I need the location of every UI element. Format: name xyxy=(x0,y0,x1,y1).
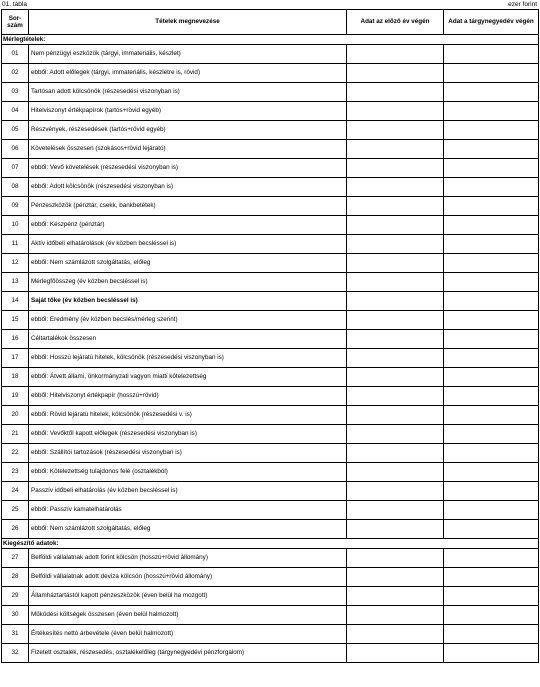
table-row xyxy=(2,606,539,625)
current-quarter-value-cell[interactable] xyxy=(444,140,539,159)
table-row xyxy=(2,45,539,64)
prev-year-value-cell[interactable] xyxy=(347,568,444,587)
current-quarter-value-cell[interactable] xyxy=(444,102,539,121)
row-label: ebből: Készpénz (pénztár) xyxy=(29,216,347,235)
row-label: ebből: Kötelezettség tulajdonos felé (osztalékból) xyxy=(29,463,347,482)
row-number: 29 xyxy=(2,587,29,606)
prev-year-value-cell[interactable] xyxy=(347,83,444,102)
row-number: 08 xyxy=(2,178,29,197)
current-quarter-value-cell[interactable] xyxy=(444,406,539,425)
table-row xyxy=(2,587,539,606)
row-label: ebből: Passzív kamatelhatárolás xyxy=(29,501,347,520)
table-row xyxy=(2,444,539,463)
current-quarter-value-cell[interactable] xyxy=(444,197,539,216)
current-quarter-value-cell[interactable] xyxy=(444,216,539,235)
row-number: 32 xyxy=(2,644,29,663)
table-row xyxy=(2,482,539,501)
row-number: 06 xyxy=(2,140,29,159)
row-label: ebből: Hosszú lejáratú hitelek, kölcsönök (részesedési viszonyban is) xyxy=(29,349,347,368)
prev-year-value-cell[interactable] xyxy=(347,159,444,178)
row-number: 02 xyxy=(2,64,29,83)
prev-year-value-cell[interactable] xyxy=(347,197,444,216)
current-quarter-value-cell[interactable] xyxy=(444,64,539,83)
row-label: Értékesítés nettó árbevétele (éven belül halmozott) xyxy=(29,625,347,644)
row-label: Működési költségek összesen (éven belül halmozott) xyxy=(29,606,347,625)
current-quarter-value-cell[interactable] xyxy=(444,482,539,501)
prev-year-value-cell[interactable] xyxy=(347,216,444,235)
prev-year-value-cell[interactable] xyxy=(347,292,444,311)
prev-year-value-cell[interactable] xyxy=(347,330,444,349)
row-label: Passzív időbeli elhatárolás (év közben becsléssel is) xyxy=(29,482,347,501)
prev-year-value-cell[interactable] xyxy=(347,425,444,444)
row-number: 28 xyxy=(2,568,29,587)
table-row xyxy=(2,568,539,587)
row-number: 13 xyxy=(2,273,29,292)
row-number: 26 xyxy=(2,520,29,539)
row-label: ebből: Vevőktől kapott előlegek (részesedési viszonyban is) xyxy=(29,425,347,444)
table-row xyxy=(2,102,539,121)
row-label: ebből: Vevő követelések (részesedési viszonyban is) xyxy=(29,159,347,178)
col-header-name: Tételek megnevezése xyxy=(29,10,347,35)
row-label: ebből: Adott előlegek (tárgyi, immateriális, készletre is, rövid) xyxy=(29,64,347,83)
row-label: Államháztartástól kapott pénzeszközök (éven belül ha mozgott) xyxy=(29,587,347,606)
row-number: 04 xyxy=(2,102,29,121)
row-number: 05 xyxy=(2,121,29,140)
current-quarter-value-cell[interactable] xyxy=(444,273,539,292)
current-quarter-value-cell[interactable] xyxy=(444,644,539,663)
prev-year-value-cell[interactable] xyxy=(347,273,444,292)
row-label: Belföldi vállalatnak adott deviza kölcsön (hosszú+rövid állomány) xyxy=(29,568,347,587)
row-label: Nem pénzügyi eszközök (tárgyi, immateriális, készlet) xyxy=(29,45,347,64)
table-header-row xyxy=(2,10,539,35)
row-number: 21 xyxy=(2,425,29,444)
row-number: 19 xyxy=(2,387,29,406)
row-number: 18 xyxy=(2,368,29,387)
current-quarter-value-cell[interactable] xyxy=(444,45,539,64)
prev-year-value-cell[interactable] xyxy=(347,121,444,140)
table-row xyxy=(2,387,539,406)
table-id: 01. tábla xyxy=(2,1,27,8)
section-title: Mérlegtételek: xyxy=(2,35,539,45)
row-label: ebből: Hitelviszonyt értékpapír (hosszú+rövid) xyxy=(29,387,347,406)
table-row xyxy=(2,235,539,254)
current-quarter-value-cell[interactable] xyxy=(444,568,539,587)
row-label: Tartósan adott kölcsönök (részesedési viszonyban is) xyxy=(29,83,347,102)
table-row xyxy=(2,292,539,311)
table-row xyxy=(2,463,539,482)
table-row xyxy=(2,197,539,216)
prev-year-value-cell[interactable] xyxy=(347,64,444,83)
current-quarter-value-cell[interactable] xyxy=(444,235,539,254)
col-header-prev: Adat az előző év végén xyxy=(347,10,444,35)
current-quarter-value-cell[interactable] xyxy=(444,463,539,482)
prev-year-value-cell[interactable] xyxy=(347,587,444,606)
prev-year-value-cell[interactable] xyxy=(347,644,444,663)
prev-year-value-cell[interactable] xyxy=(347,102,444,121)
current-quarter-value-cell[interactable] xyxy=(444,178,539,197)
current-quarter-value-cell[interactable] xyxy=(444,330,539,349)
table-caption-line xyxy=(0,0,540,9)
row-label: ebből: Nem számlázott szolgáltatás, előleg xyxy=(29,254,347,273)
row-number: 31 xyxy=(2,625,29,644)
prev-year-value-cell[interactable] xyxy=(347,463,444,482)
row-number: 20 xyxy=(2,406,29,425)
table-row xyxy=(2,625,539,644)
row-number: 30 xyxy=(2,606,29,625)
table-row xyxy=(2,83,539,102)
table-row xyxy=(2,216,539,235)
row-number: 12 xyxy=(2,254,29,273)
current-quarter-value-cell[interactable] xyxy=(444,254,539,273)
row-number: 03 xyxy=(2,83,29,102)
current-quarter-value-cell[interactable] xyxy=(444,606,539,625)
row-number: 07 xyxy=(2,159,29,178)
prev-year-value-cell[interactable] xyxy=(347,368,444,387)
row-label: Követelések összesen (szokásos+rövid lejárató) xyxy=(29,140,347,159)
prev-year-value-cell[interactable] xyxy=(347,140,444,159)
current-quarter-value-cell[interactable] xyxy=(444,501,539,520)
table-row xyxy=(2,178,539,197)
current-quarter-value-cell[interactable] xyxy=(444,425,539,444)
current-quarter-value-cell[interactable] xyxy=(444,311,539,330)
current-quarter-value-cell[interactable] xyxy=(444,121,539,140)
row-label: Hitelviszonyt értékpapírok (tartós+rövid egyéb) xyxy=(29,102,347,121)
current-quarter-value-cell[interactable] xyxy=(444,587,539,606)
table-row xyxy=(2,159,539,178)
current-quarter-value-cell[interactable] xyxy=(444,387,539,406)
table-row xyxy=(2,501,539,520)
col-header-curr: Adat a tárgynegyedév végén xyxy=(444,10,539,35)
row-label: Pénzeszközök (pénztár, csekk, bankbetétek) xyxy=(29,197,347,216)
row-label: Saját tőke (év közben becsléssel is) xyxy=(29,292,347,311)
table-row xyxy=(2,520,539,539)
current-quarter-value-cell[interactable] xyxy=(444,292,539,311)
col-header-num: Sor-szám xyxy=(2,10,29,35)
prev-year-value-cell[interactable] xyxy=(347,178,444,197)
row-number: 17 xyxy=(2,349,29,368)
row-number: 22 xyxy=(2,444,29,463)
row-number: 23 xyxy=(2,463,29,482)
current-quarter-value-cell[interactable] xyxy=(444,368,539,387)
row-number: 24 xyxy=(2,482,29,501)
row-label: ebből: Átvett állami, önkormányzati vagyon miatti kötelezettség xyxy=(29,368,347,387)
table-row xyxy=(2,330,539,349)
prev-year-value-cell[interactable] xyxy=(347,45,444,64)
prev-year-value-cell[interactable] xyxy=(347,387,444,406)
unit-label: ezer forint xyxy=(508,1,537,8)
prev-year-value-cell[interactable] xyxy=(347,501,444,520)
section-row xyxy=(2,539,539,549)
table-row xyxy=(2,406,539,425)
table-row xyxy=(2,549,539,568)
row-number: 10 xyxy=(2,216,29,235)
table-row xyxy=(2,425,539,444)
row-label: ebből: Rövid lejáratú hitelek, kölcsönök (részesedési v. is) xyxy=(29,406,347,425)
prev-year-value-cell[interactable] xyxy=(347,444,444,463)
table-row xyxy=(2,121,539,140)
row-label: ebből: Szállítói tartozások (részesedési viszonyban is) xyxy=(29,444,347,463)
table-row xyxy=(2,273,539,292)
row-label: Fizetett osztalék, részesedés, osztalékelőleg (tárgynegyedévi pénzforgalom) xyxy=(29,644,347,663)
row-number: 27 xyxy=(2,549,29,568)
row-label: Belföldi vállalatnak adott forint kölcsön (hosszú+rövid állomány) xyxy=(29,549,347,568)
row-number: 16 xyxy=(2,330,29,349)
row-label: Aktív időbeli elhatárolások (év közben becsléssel is) xyxy=(29,235,347,254)
current-quarter-value-cell[interactable] xyxy=(444,625,539,644)
row-label: Céltartalékok összesen xyxy=(29,330,347,349)
row-number: 01 xyxy=(2,45,29,64)
row-number: 11 xyxy=(2,235,29,254)
prev-year-value-cell[interactable] xyxy=(347,482,444,501)
table-row xyxy=(2,311,539,330)
table-row xyxy=(2,140,539,159)
row-label: Részvények, részesedések (tartós+rövid egyéb) xyxy=(29,121,347,140)
table-row xyxy=(2,349,539,368)
prev-year-value-cell[interactable] xyxy=(347,549,444,568)
current-quarter-value-cell[interactable] xyxy=(444,349,539,368)
prev-year-value-cell[interactable] xyxy=(347,606,444,625)
row-number: 15 xyxy=(2,311,29,330)
table-row xyxy=(2,368,539,387)
current-quarter-value-cell[interactable] xyxy=(444,520,539,539)
section-row xyxy=(2,35,539,45)
current-quarter-value-cell[interactable] xyxy=(444,444,539,463)
prev-year-value-cell[interactable] xyxy=(347,254,444,273)
prev-year-value-cell[interactable] xyxy=(347,520,444,539)
current-quarter-value-cell[interactable] xyxy=(444,549,539,568)
row-label: Mérlegfőösszeg (év közben becsléssel is) xyxy=(29,273,347,292)
current-quarter-value-cell[interactable] xyxy=(444,83,539,102)
prev-year-value-cell[interactable] xyxy=(347,235,444,254)
table-row xyxy=(2,644,539,663)
current-quarter-value-cell[interactable] xyxy=(444,159,539,178)
row-label: ebből: Nem számlázott szolgáltatás, előleg xyxy=(29,520,347,539)
prev-year-value-cell[interactable] xyxy=(347,625,444,644)
table-row xyxy=(2,254,539,273)
table-row xyxy=(2,64,539,83)
section-title: Kiegészítő adatok: xyxy=(2,539,539,549)
prev-year-value-cell[interactable] xyxy=(347,406,444,425)
prev-year-value-cell[interactable] xyxy=(347,311,444,330)
prev-year-value-cell[interactable] xyxy=(347,349,444,368)
row-number: 14 xyxy=(2,292,29,311)
data-table xyxy=(1,9,539,663)
row-number: 25 xyxy=(2,501,29,520)
row-label: ebből: Adott kölcsönök (részesedési viszonyban is) xyxy=(29,178,347,197)
row-label: ebből: Eredmény (év közben becslés/mérleg szerint) xyxy=(29,311,347,330)
row-number: 09 xyxy=(2,197,29,216)
